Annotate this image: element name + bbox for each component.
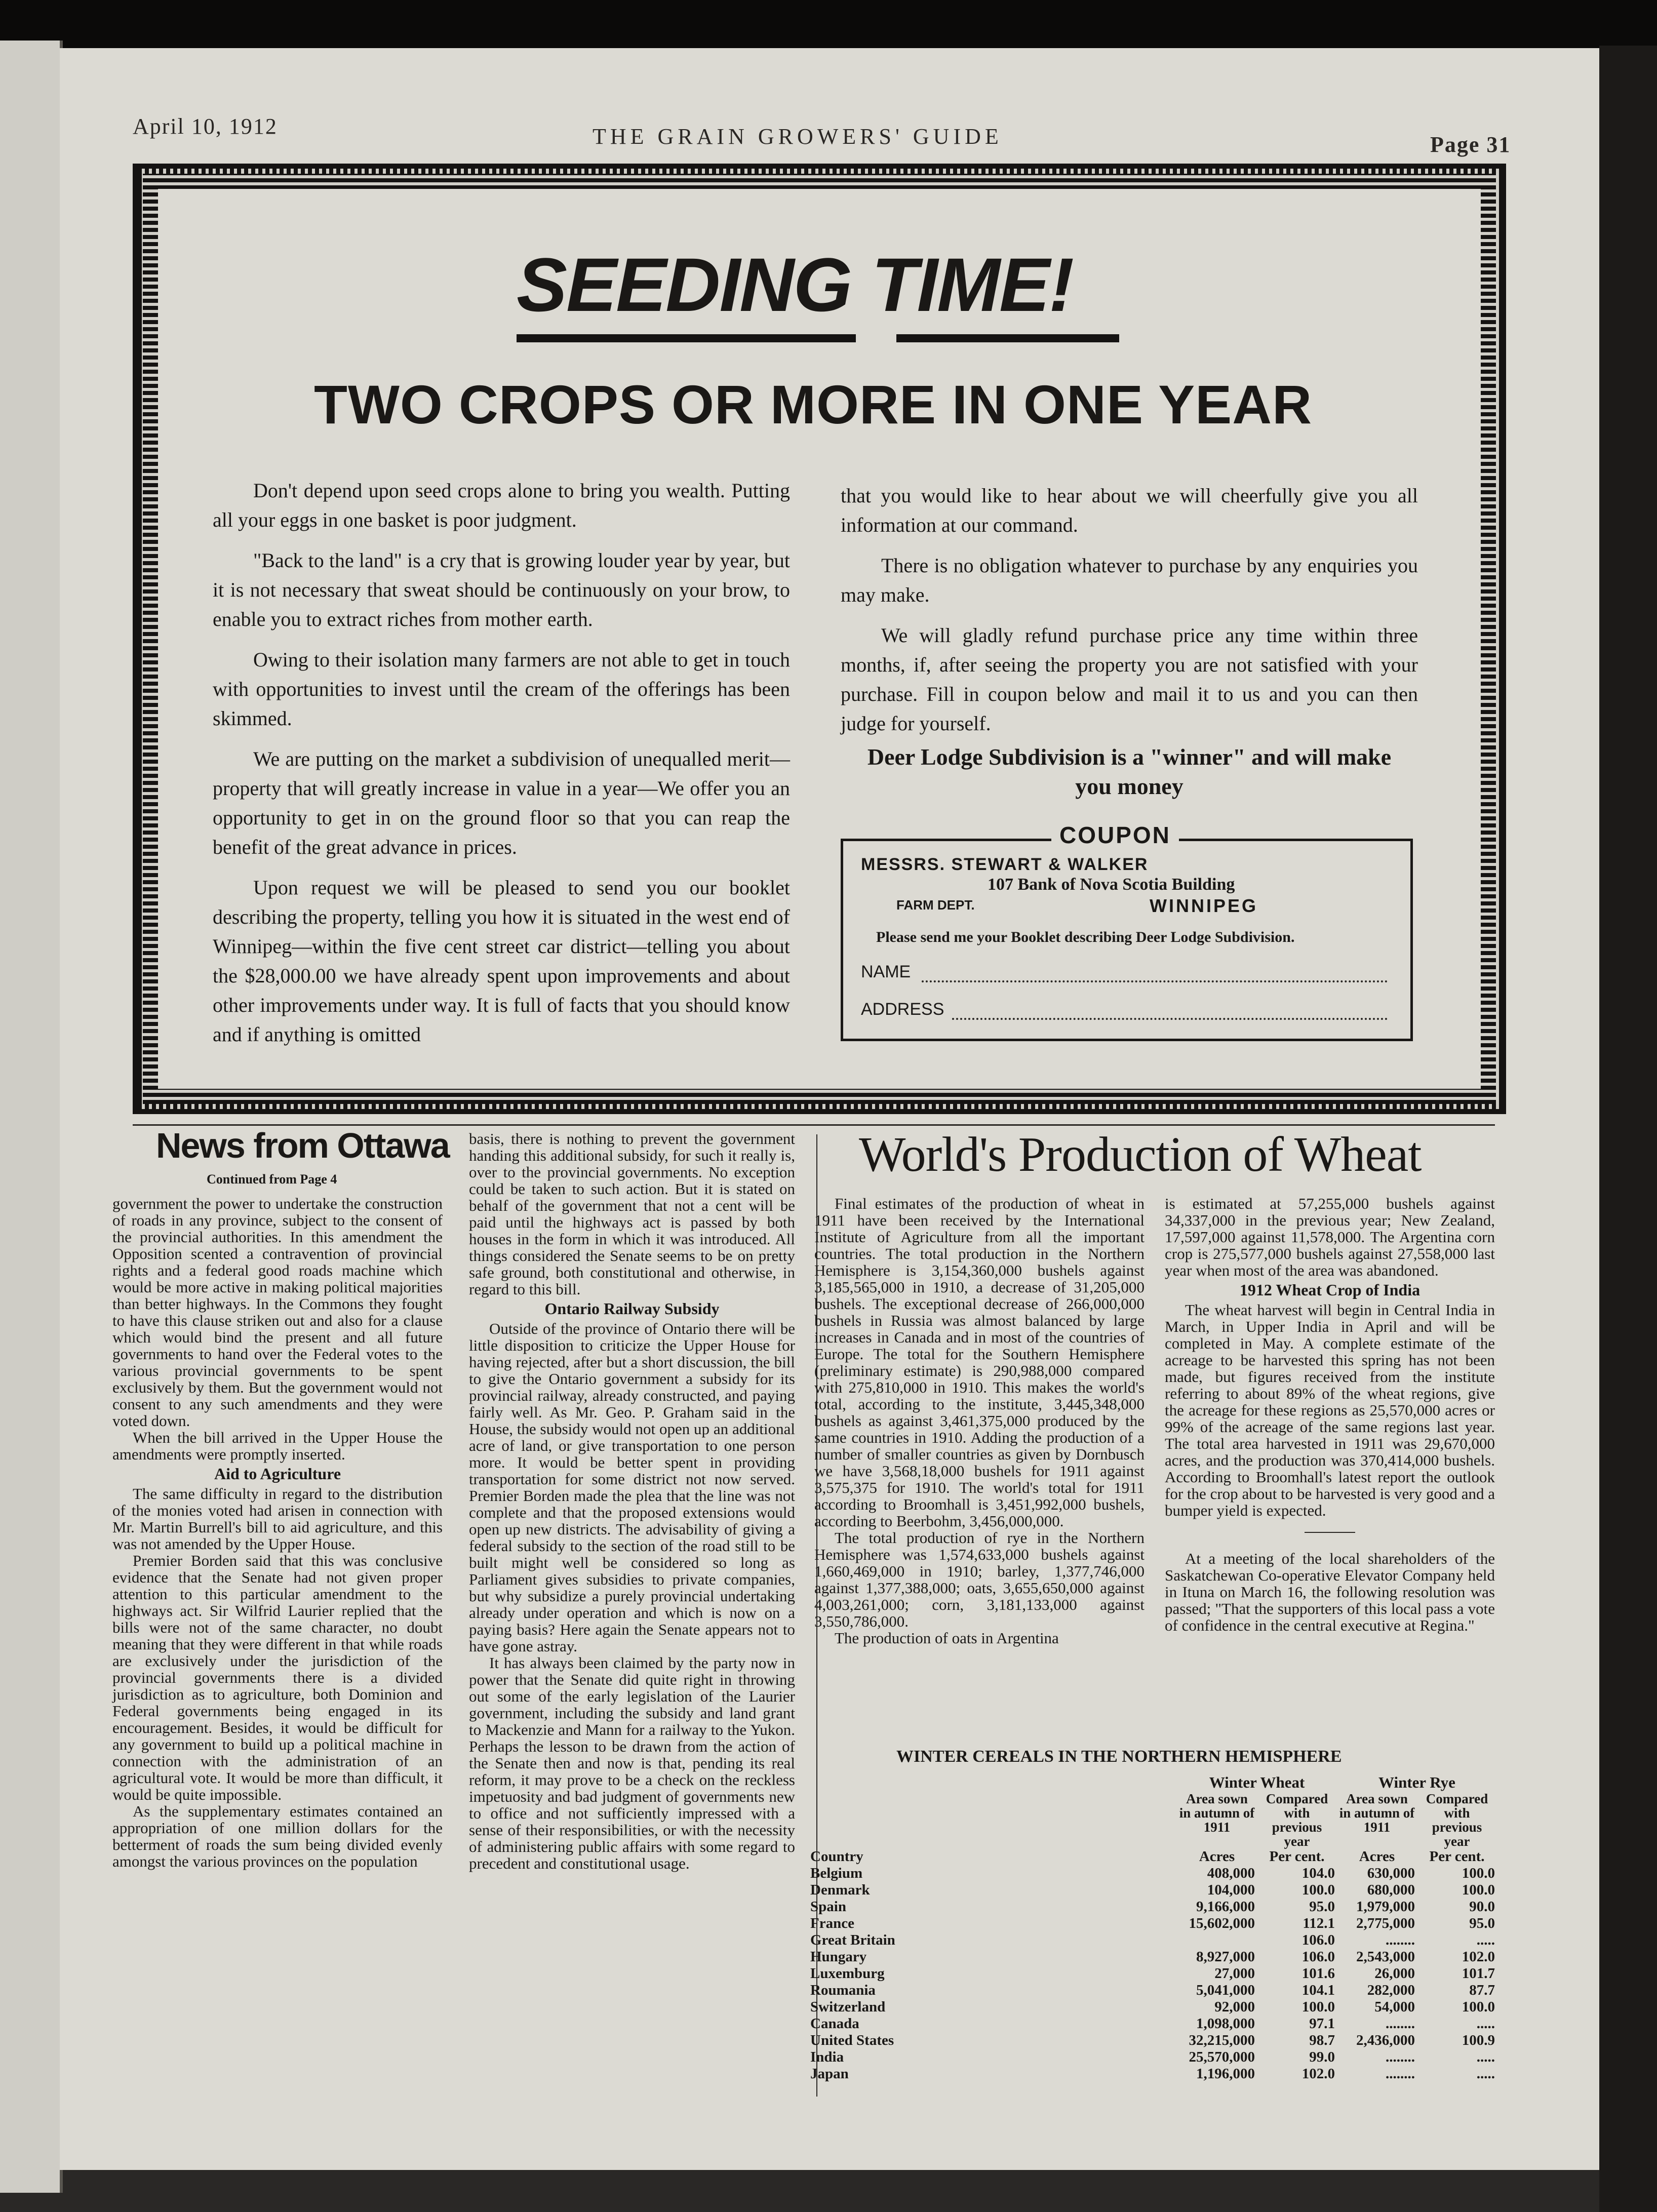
wheat-area-cell: 8,927,000 (1196, 1949, 1255, 1965)
article-paragraph: is estimated at 57,255,000 bushels against 34,337,000 in the previous year; New Zealand, 17,597,000 against 11,578,000. The Argentina corn crop is 275,577,000 bushels against 27,558,000 last year when most of the area was abandoned. (1165, 1195, 1495, 1279)
winter-wheat-header: Winter Wheat (1209, 1773, 1305, 1791)
rye-area-cell: ........ (1386, 2066, 1415, 2082)
ad-paragraph: "Back to the land" is a cry that is growing louder year by year, but it is not necessary that sweat should be continuously on your brow, to enable you to extract riches from mother earth. (213, 549, 790, 630)
wheat-area-cell: 92,000 (1214, 1999, 1255, 2015)
ad-right-column (841, 481, 1418, 749)
rye-area-cell: 630,000 (1367, 1865, 1415, 1881)
wheat-percent-cell: 98.7 (1309, 2032, 1335, 2048)
wheat-percent-cell: 97.1 (1309, 2016, 1335, 2032)
ad-subhead: TWO CROPS OR MORE IN ONE YEAR (314, 374, 1313, 435)
table-row (808, 2066, 1497, 2082)
ad-paragraph: There is no obligation whatever to purchase by any enquiries you may make. (841, 554, 1418, 606)
rye-percent-cell: 100.0 (1462, 1882, 1495, 1898)
rye-area-cell: ........ (1386, 1932, 1415, 1948)
country-header: Country (810, 1848, 863, 1865)
unit-label: Acres (1359, 1848, 1395, 1865)
rye-area-cell: 2,436,000 (1356, 2032, 1415, 2048)
rye-area-cell: 2,543,000 (1356, 1949, 1415, 1965)
rye-area-cell: ........ (1386, 2049, 1415, 2065)
col-area-wheat: Area sown in autumn of 1911 (1179, 1791, 1255, 1835)
rye-percent-cell: 90.0 (1469, 1899, 1495, 1915)
continued-note: Continued from Page 4 (207, 1172, 337, 1187)
wheat-area-cell: 9,166,000 (1196, 1899, 1255, 1915)
unit-label: Acres (1199, 1848, 1235, 1865)
country-cell: Luxemburg (810, 1965, 885, 1982)
country-cell: Great Britain (810, 1932, 895, 1948)
wheat-area-cell: 27,000 (1214, 1965, 1255, 1982)
coupon-name-field[interactable] (922, 980, 1388, 982)
ad-paragraph: We are putting on the market a subdivision of unequalled merit—property that will greatly increase in value in a year—We offer you an opportunity to get in on the ground floor so that you can reap the benefit of the great advance in prices. (213, 747, 790, 858)
rye-area-cell: 26,000 (1374, 1965, 1415, 1982)
headline-underline-right (896, 334, 1119, 342)
col-comp-wheat: Compared with previous year (1266, 1791, 1328, 1849)
ontario-heading: Ontario Railway Subsidy (544, 1299, 720, 1318)
country-cell: France (810, 1915, 854, 1931)
wheat-percent-cell: 101.6 (1301, 1965, 1335, 1982)
wheat-area-cell: 25,570,000 (1189, 2049, 1255, 2065)
article-paragraph: basis, there is nothing to prevent the government handing this additional subsidy, for such it really is, over to the provincial governments. No exception could be taken to such action. But it is stated on behalf of the government that not a cent will be paid until the highways act is passed by both houses in the form in which it was introduced. All things considered the Senate seems to be on pretty safe ground, both constitutional and otherwise, in regard to this bill. (469, 1130, 795, 1298)
table-row (808, 2049, 1497, 2066)
page-number: Page 31 (1430, 132, 1511, 157)
coupon-address-label: ADDRESS (861, 1000, 944, 1019)
table-row (808, 1865, 1497, 1882)
wheat-percent-cell: 104.1 (1301, 1982, 1335, 1998)
article-paragraph: Final estimates of the production of wheat in 1911 have been received by the International Institute of Agriculture from all the important countries. The total production in the Northern Hemisphere is 3,154,360,000 bushels against 3,185,565,000 in 1910, a decrease of 31,205,000 bushels. The exceptional decrease of 266,000,000 bushels in Russia was almost balanced by large increases in Canada and in most of the countries of Europe. The total for the Southern Hemisphere (preliminary estimate) is 290,988,000 compared with 275,810,000 in 1910. This makes the world's total, according to the institute, 3,445,348,000 bushels as against 3,461,375,000 produced by the same countries in 1910. Adding the production of a number of smaller countries as given by Dornbusch we have 3,568,18,000 bushels for 1911 against 3,575,375 for 1910. The world's total for 1911 according to Broomhall is 3,451,992,000 bushels, according to Beerbohm, 3,456,000,000. (814, 1195, 1145, 1530)
table-row (808, 1949, 1497, 1965)
col-area-rye: Area sown in autumn of 1911 (1339, 1791, 1415, 1835)
country-cell: Switzerland (810, 1999, 886, 2015)
country-cell: United States (810, 2032, 894, 2048)
ad-paragraph: Don't depend upon seed crops alone to bring you wealth. Putting all your eggs in one basket is poor judgment. (213, 479, 790, 531)
issue-date: April 10, 1912 (133, 114, 278, 139)
wheat-area-cell: 15,602,000 (1189, 1915, 1255, 1931)
short-rule (1305, 1532, 1355, 1533)
publication-name: THE GRAIN GROWERS' GUIDE (593, 124, 1003, 149)
winter-cereals-table (808, 1773, 1497, 2082)
rye-area-cell: ........ (1386, 2016, 1415, 2032)
country-cell: Hungary (810, 1949, 867, 1965)
ottawa-title: News from Ottawa (156, 1126, 449, 1165)
wheat-area-cell: 5,041,000 (1196, 1982, 1255, 1998)
wheat-area-cell (1177, 1932, 1257, 1949)
article-paragraph: It has always been claimed by the party now in power that the Senate did quite right in throwing out some of the early legislation of the Laurier government, including the subsidy and land grant to Mackenzie and Mann for a railway to the Yukon. Perhaps the lesson to be drawn from the action of the Senate then and now is that, pending its real reform, it may prove to be a check on the reckless impetuosity and bad judgment of governments new to office and not sufficiently impressed with a sense of their responsibilities, or with the necessity of administering public affairs with some regard to precedent and constitutional usage. (469, 1654, 795, 1872)
article-paragraph: Outside of the province of Ontario there will be little disposition to criticize the Upper House for having rejected, after but a short discussion, the bill to give the Ontario government a subsidy for its provincial railway, already constructed, and paying fairly well. As Mr. Geo. P. Graham said in the House, the subsidy would not open up an additional acre of land, or give transportation to one person more. It would be better spent in providing transportation for some district not now served. Premier Borden made the plea that the line was not complete and that the proposed extensions would open up new districts. The advisability of giving a federal subsidy to the section of the road still to be built might well be considered so long as Parliament gives subsidies to private companies, but why subsidize a purely provincial undertaking already under operation and which is now on a paying basis? Here again the Senate appears not to have gone astray. (469, 1320, 795, 1655)
rye-area-cell: 282,000 (1367, 1982, 1415, 1998)
article-paragraph: Premier Borden said that this was conclusive evidence that the Senate had not given proper attention to this particular amendment to the highways act. Sir Wilfrid Laurier replied that the bills were not of the same character, no doubt meaning that they were different in that while roads are exclusively under the jurisdiction of the provincial governments there is a divided jurisdiction as to agriculture, both Dominion and Federal governments being engaged in its encouragement. Besides, it would be difficult for any government to build up a political machine in connection with the administration of an agricultural vote. It would be more than difficult, it would be quite impossible. (112, 1552, 443, 1803)
aid-heading: Aid to Agriculture (214, 1465, 341, 1483)
table-row (808, 1999, 1497, 2016)
ottawa-column-1 (112, 1195, 443, 1870)
country-cell: Japan (810, 2066, 849, 2082)
country-cell: Denmark (810, 1882, 870, 1898)
scan-right-border (1599, 46, 1657, 2212)
table-title: WINTER CEREALS IN THE NORTHERN HEMISPHERE (896, 1747, 1342, 1766)
table-row (808, 1932, 1497, 1949)
wheat-percent-cell: 104.0 (1301, 1865, 1335, 1881)
rye-area-cell: 54,000 (1374, 1999, 1415, 2015)
wheat-area-cell: 1,196,000 (1196, 2066, 1255, 2082)
wheat-area-cell: 408,000 (1207, 1865, 1255, 1881)
coupon-request: Please send me your Booklet describing Deer Lodge Subdivision. (876, 929, 1295, 945)
ad-left-column (213, 476, 790, 1060)
unit-label: Per cent. (1429, 1848, 1485, 1865)
country-cell: Spain (810, 1899, 846, 1915)
wheat-percent-cell: 106.0 (1301, 1949, 1335, 1965)
country-cell: Roumania (810, 1982, 876, 1998)
article-paragraph: The same difficulty in regard to the distribution of the monies voted had arisen in connection with Mr. Martin Burrell's bill to aid agriculture, and this was not amended by the Upper House. (112, 1485, 443, 1553)
rye-percent-cell: ..... (1476, 2016, 1495, 2032)
article-paragraph: As the supplementary estimates contained an appropriation of one million dollars for the betterment of roads the sum being divided evenly amongst the various provinces on the population (112, 1802, 443, 1870)
rye-area-cell: 1,979,000 (1356, 1899, 1415, 1915)
table-row (808, 2032, 1497, 2049)
rye-percent-cell: 100.0 (1462, 1999, 1495, 2015)
article-paragraph: At a meeting of the local shareholders of the Saskatchewan Co-operative Elevator Company held in Ituna on March 16, the following resolution was passed; "That the supporters of this local pass a vote of confidence in the central executive at Regina." (1165, 1550, 1495, 1634)
wheat-percent-cell: 100.0 (1301, 1999, 1335, 2015)
article-paragraph: When the bill arrived in the Upper House the amendments were promptly inserted. (112, 1429, 443, 1463)
article-paragraph: government the power to undertake the construction of roads in any province, subject to the consent of the provincial authorities. In this amendment the Opposition scented a contravention of provincial rights and a federal good roads machine which would be more active in making political majorities than better highways. In the Commons they fought to have this clause striken out and also for a clause which would bind the present and all future governments to hand over the Federal votes to the various provincial governments to be spent exclusively by them. But the government would not consent to any such amendments and they were voted down. (112, 1195, 443, 1430)
table-row (808, 1915, 1497, 1932)
country-cell: Canada (810, 2016, 859, 2032)
rye-percent-cell: 100.0 (1462, 1865, 1495, 1881)
rye-area-cell: 680,000 (1367, 1882, 1415, 1898)
table-row (808, 1882, 1497, 1899)
table-row (808, 1899, 1497, 1915)
wheat-title: World's Production of Wheat (859, 1127, 1422, 1182)
rye-percent-cell: ..... (1476, 2049, 1495, 2065)
ad-headline: SEEDING TIME! (517, 242, 1074, 327)
india-heading: 1912 Wheat Crop of India (1239, 1281, 1421, 1299)
article-paragraph: The total production of rye in the Northern Hemisphere was 1,574,633,000 bushels against 1,660,469,000 in 1910; barley, 1,377,746,000 against 1,377,388,000; oats, 3,655,650,000 against 4,003,261,000; corn, 3,181,133,000 against 3,550,786,000. (814, 1529, 1145, 1630)
coupon-address-field[interactable] (952, 1018, 1388, 1020)
rye-percent-cell: 102.0 (1462, 1949, 1495, 1965)
wheat-area-cell: 104,000 (1207, 1882, 1255, 1898)
headline-underline-left (517, 334, 856, 342)
ad-paragraph: that you would like to hear about we will cheerfully give you all information at our command. (841, 484, 1418, 536)
wheat-percent-cell: 95.0 (1309, 1899, 1335, 1915)
rye-percent-cell: ..... (1476, 2066, 1495, 2082)
wheat-percent-cell: 100.0 (1301, 1882, 1335, 1898)
article-paragraph: The production of oats in Argentina (835, 1629, 1059, 1647)
country-cell: Belgium (810, 1865, 863, 1881)
ad-paragraph: Upon request we will be pleased to send you our booklet describing the property, telling you how it is situated in the west end of Winnipeg—within the five cent street car district—telling you about the $28,000.00 we have already spent upon improvements and about other improvements under way. It is full of facts that you should know and if anything is omitted (213, 876, 790, 1046)
article-paragraph: The wheat harvest will begin in Central India in March, in Upper India in April and will be completed in May. A complete estimate of the acreage to be harvested this spring has not been made, but figures received from the institute referring to about 89% of the wheat regions, give the acreage for these regions as 25,570,000 acres or 99% of the acreage of the same regions last year. The total area harvested in 1911 was 29,670,000 acres, and the production was 370,414,000 bushels. According to Broomhall's latest report the outlook for the crop about to be harvested is very good and a bumper yield is expected. (1165, 1301, 1495, 1519)
unit-label: Per cent. (1269, 1848, 1325, 1865)
rye-percent-cell: 100.9 (1462, 2032, 1495, 2048)
coupon-title: COUPON (1051, 821, 1179, 849)
winter-rye-header: Winter Rye (1378, 1773, 1455, 1791)
rye-area-cell: 2,775,000 (1356, 1915, 1415, 1931)
previous-page-edge (0, 41, 63, 2193)
wheat-column-1 (814, 1195, 1145, 1646)
rye-percent-cell: 95.0 (1469, 1915, 1495, 1931)
country-cell: India (810, 2049, 844, 2065)
ad-paragraph: We will gladly refund purchase price any time within three months, if, after seeing the property you are not satisfied with your purchase. Fill in coupon below and mail it to us and you can then judge for yourself. (841, 624, 1418, 735)
coupon-city: WINNIPEG (1150, 895, 1258, 916)
table-row (808, 2016, 1497, 2032)
deer-lodge-slogan: Deer Lodge Subdivision is a "winner" and will make you money (867, 744, 1392, 799)
ottawa-column-2 (469, 1130, 795, 1872)
wheat-percent-cell: 99.0 (1309, 2049, 1335, 2065)
table-row (808, 1982, 1497, 1999)
table-row (808, 1965, 1497, 1982)
wheat-column-2 (1165, 1195, 1495, 1634)
coupon-address: 107 Bank of Nova Scotia Building (988, 875, 1235, 894)
wheat-area-cell: 1,098,000 (1196, 2016, 1255, 2032)
wheat-area-cell: 32,215,000 (1189, 2032, 1255, 2048)
rye-percent-cell: ..... (1476, 1932, 1495, 1948)
ad-paragraph: Owing to their isolation many farmers are not able to get in touch with opportunities to invest until the cream of the offerings has been skimmed. (213, 648, 790, 730)
wheat-percent-cell: 102.0 (1301, 2066, 1335, 2082)
coupon-dept: FARM DEPT. (896, 897, 975, 913)
rye-percent-cell: 87.7 (1469, 1982, 1495, 1998)
scan-top-border (0, 0, 1657, 51)
coupon-firm: MESSRS. STEWART & WALKER (861, 855, 1149, 874)
wheat-percent-cell: 106.0 (1301, 1932, 1335, 1948)
rye-percent-cell: 101.7 (1462, 1965, 1495, 1982)
coupon-name-label: NAME (861, 962, 911, 981)
col-comp-rye: Compared with previous year (1426, 1791, 1488, 1849)
wheat-percent-cell: 112.1 (1303, 1915, 1335, 1931)
